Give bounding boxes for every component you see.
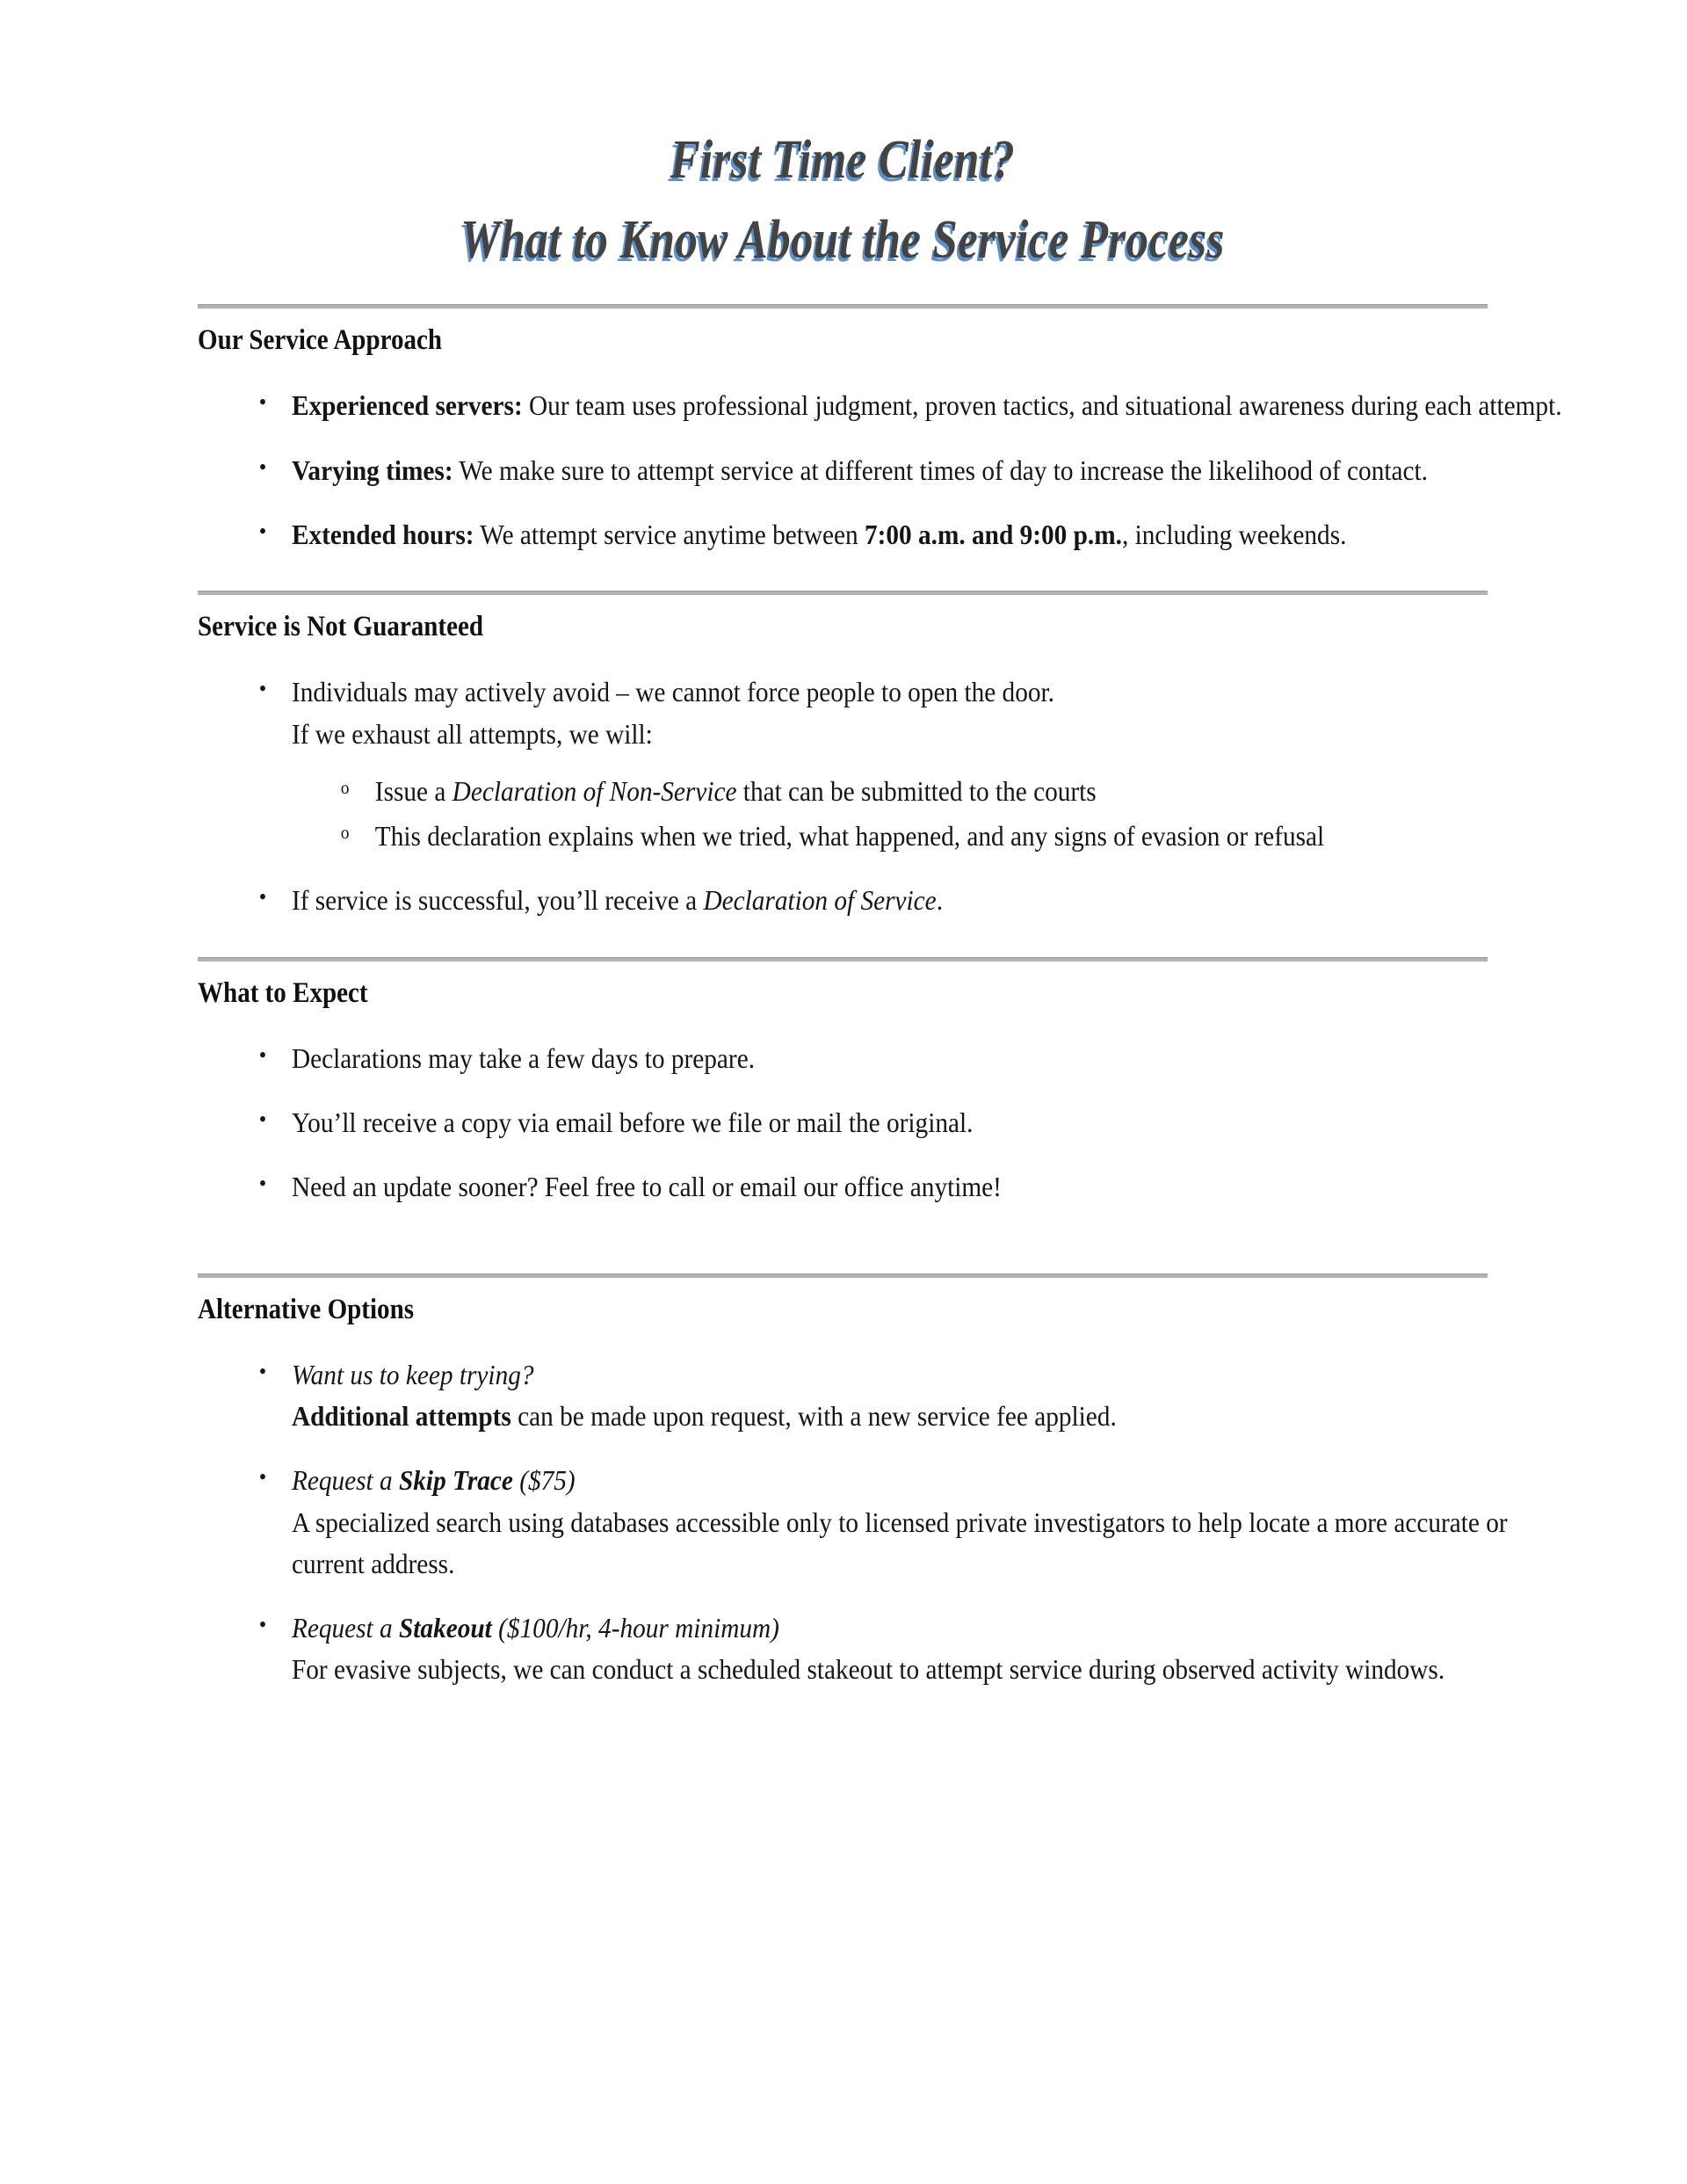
- bullet-marker-icon: •: [258, 518, 267, 544]
- section-heading-service-is-not-guaranteed: Service is Not Guaranteed: [198, 611, 484, 643]
- sub-list-item: [292, 771, 1575, 812]
- bullet-price-label: ($75): [512, 1465, 576, 1497]
- bullet-text: If service is successful, you’ll receive a: [291, 885, 704, 917]
- bullet-list-alternative-options: [198, 1354, 1508, 1691]
- bullet-italic-question: Want us to keep trying?: [291, 1359, 534, 1390]
- section-divider-4: [198, 1273, 1488, 1278]
- bullet-marker-icon: •: [258, 1612, 267, 1638]
- section-divider-2: [198, 591, 1488, 595]
- bullet-list-what-to-expect: [198, 1038, 1488, 1208]
- list-item: [198, 1166, 1575, 1208]
- bullet-marker-icon: •: [258, 884, 267, 911]
- document-content: [198, 0, 1562, 1691]
- list-item: [198, 385, 1575, 426]
- bullet-text: Need an update sooner? Feel free to call or email our office anytime!: [291, 1172, 1002, 1203]
- bullet-text-tail: .: [936, 885, 944, 917]
- section-spacer: [198, 1208, 1488, 1238]
- sub-bullet-list: [292, 771, 1575, 858]
- section-heading-our-service-approach: Our Service Approach: [198, 324, 443, 357]
- bullet-marker-icon: •: [258, 1464, 267, 1491]
- bullet-lead-label: Varying times:: [291, 454, 453, 486]
- sub-bullet-text: This declaration explains when we tried, what happened, and any signs of evasion or refusal: [374, 821, 1325, 853]
- bullet-service-name: Stakeout: [398, 1613, 492, 1644]
- bullet-hours-emphasis: 7:00 a.m. and 9:00 p.m.: [864, 519, 1122, 550]
- bullet-list-service-not-guaranteed: [198, 671, 1488, 921]
- section-divider-1: [198, 304, 1488, 308]
- bullet-text: A specialized search using databases accessible only to licensed private investigators to help locate a more accurate or current address.: [291, 1506, 1508, 1579]
- list-item: [198, 450, 1575, 491]
- bullet-marker-icon: •: [258, 1041, 267, 1068]
- list-item: [198, 1354, 1575, 1438]
- bullet-text: We attempt service anytime between: [474, 519, 865, 550]
- sub-bullet-marker-icon: o: [340, 776, 350, 798]
- bullet-marker-icon: •: [258, 1358, 267, 1384]
- section-heading-alternative-options: Alternative Options: [198, 1293, 415, 1325]
- bullet-text-tail: , including weekends.: [1121, 519, 1347, 550]
- bullet-text: Our team uses professional judgment, proven tactics, and situational awareness during each attempt.: [522, 390, 1562, 422]
- page-title-line-2: What to Know About the Service Process: [460, 210, 1225, 271]
- bullet-italic-term: Declaration of Service: [703, 885, 937, 917]
- bullet-service-name: Skip Trace: [398, 1465, 513, 1497]
- bullet-marker-icon: •: [258, 453, 267, 480]
- list-item: [198, 1102, 1575, 1143]
- section-divider-3: [198, 957, 1488, 961]
- bullet-list-our-service-approach: [198, 385, 1562, 555]
- section-heading-what-to-expect: What to Expect: [198, 976, 368, 1009]
- bullet-lead-label: Extended hours:: [291, 519, 474, 550]
- list-item: [198, 1607, 1575, 1691]
- sub-bullet-text-tail: that can be submitted to the courts: [736, 775, 1097, 807]
- sub-bullet-marker-icon: o: [340, 822, 350, 844]
- sub-bullet-text: Issue a: [374, 775, 453, 807]
- bullet-text: can be made upon request, with a new service fee applied.: [510, 1401, 1117, 1433]
- list-item: [198, 1038, 1575, 1079]
- bullet-bold-lead: Additional attempts: [291, 1401, 511, 1433]
- bullet-text: You’ll receive a copy via email before we file or mail the original.: [291, 1107, 974, 1139]
- bullet-text: Declarations may take a few days to prepare.: [291, 1042, 756, 1074]
- bullet-text-line-1: Individuals may actively avoid – we cannot force people to open the door.: [291, 677, 1054, 708]
- bullet-italic-lead: Request a: [291, 1465, 399, 1497]
- sub-bullet-italic-term: Declaration of Non-Service: [452, 775, 737, 807]
- bullet-marker-icon: •: [258, 1171, 267, 1197]
- list-item: [198, 880, 1575, 921]
- document-title-block: [198, 0, 1488, 269]
- bullet-marker-icon: •: [258, 676, 267, 702]
- bullet-option-title: [292, 1607, 1575, 1649]
- bullet-italic-lead: Request a: [291, 1613, 399, 1644]
- bullet-marker-icon: •: [258, 389, 267, 416]
- bullet-option-title: [292, 1460, 1575, 1501]
- sub-list-item: [292, 816, 1575, 857]
- bullet-marker-icon: •: [258, 1107, 267, 1133]
- bullet-text-line-2: If we exhaust all attempts, we will:: [291, 718, 653, 750]
- bullet-price-label: ($100/hr, 4-hour minimum): [491, 1613, 779, 1644]
- bullet-text: For evasive subjects, we can conduct a scheduled stakeout to attempt service during observed activity windows.: [291, 1654, 1445, 1686]
- page-title-line-1: First Time Client?: [670, 130, 1016, 190]
- bullet-text: We make sure to attempt service at different times of day to increase the likelihood of contact.: [453, 454, 1428, 486]
- bullet-lead-label: Experienced servers:: [291, 390, 523, 422]
- list-item: [198, 514, 1575, 555]
- list-item: [198, 1460, 1575, 1585]
- list-item: [198, 671, 1575, 857]
